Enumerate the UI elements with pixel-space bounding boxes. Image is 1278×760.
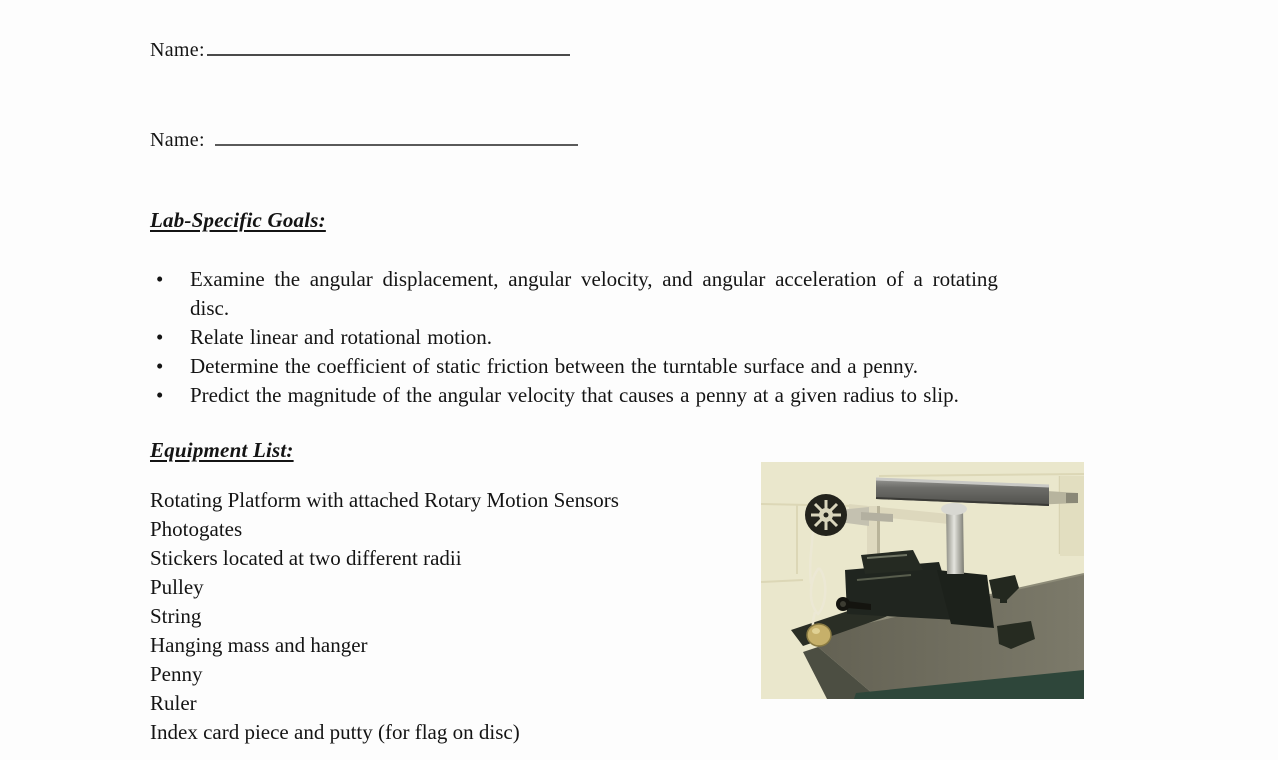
name-label-2: Name:: [150, 129, 205, 151]
equipment-item-ruler: Ruler: [150, 691, 197, 715]
goals-bullet-list: [150, 265, 1150, 410]
name-field-2: [150, 126, 578, 152]
equipment-list: [150, 486, 770, 747]
equipment-section-heading: Equipment List:: [150, 438, 294, 462]
goal-item-3: [150, 352, 1150, 381]
equipment-item-hanging-mass: Hanging mass and hanger: [150, 633, 368, 657]
equipment-item-pulley: Pulley: [150, 575, 204, 599]
goal-item-2: [150, 323, 1150, 352]
equipment-item-penny: Penny: [150, 662, 203, 686]
goal-item-2-line-1: • Relate linear and rotational motion.: [190, 325, 492, 349]
equipment-item-rotating-platform: Rotating Platform with attached Rotary Motion Sensors: [150, 488, 619, 512]
goal-item-1-line-2: disc.: [190, 296, 230, 320]
name-blank-line-1[interactable]: [207, 36, 570, 56]
goals-section-heading: Lab-Specific Goals:: [150, 208, 326, 232]
goal-item-4: [150, 381, 1150, 410]
name-label-1: Name:: [150, 39, 205, 61]
goal-item-1-line-1: • Examine the angular displacement, angular velocity, and angular acceleration of a rotating: [190, 267, 998, 291]
equipment-item-string: String: [150, 604, 202, 628]
equipment-item-photogates: Photogates: [150, 517, 243, 541]
name-blank-line-2[interactable]: [215, 126, 578, 146]
photo-hanging-mass: [807, 624, 831, 646]
name-field-1: [150, 36, 570, 62]
goal-item-1: [150, 265, 1150, 323]
equipment-item-index-card: Index card piece and putty (for flag on disc): [150, 720, 520, 744]
equipment-item-stickers: Stickers located at two different radii: [150, 546, 462, 570]
equipment-photo: [761, 462, 1084, 699]
goal-item-4-line-1: • Predict the magnitude of the angular velocity that causes a penny at a given radius to slip.: [190, 383, 959, 407]
goal-item-3-line-1: • Determine the coefficient of static friction between the turntable surface and a penny.: [190, 354, 919, 378]
